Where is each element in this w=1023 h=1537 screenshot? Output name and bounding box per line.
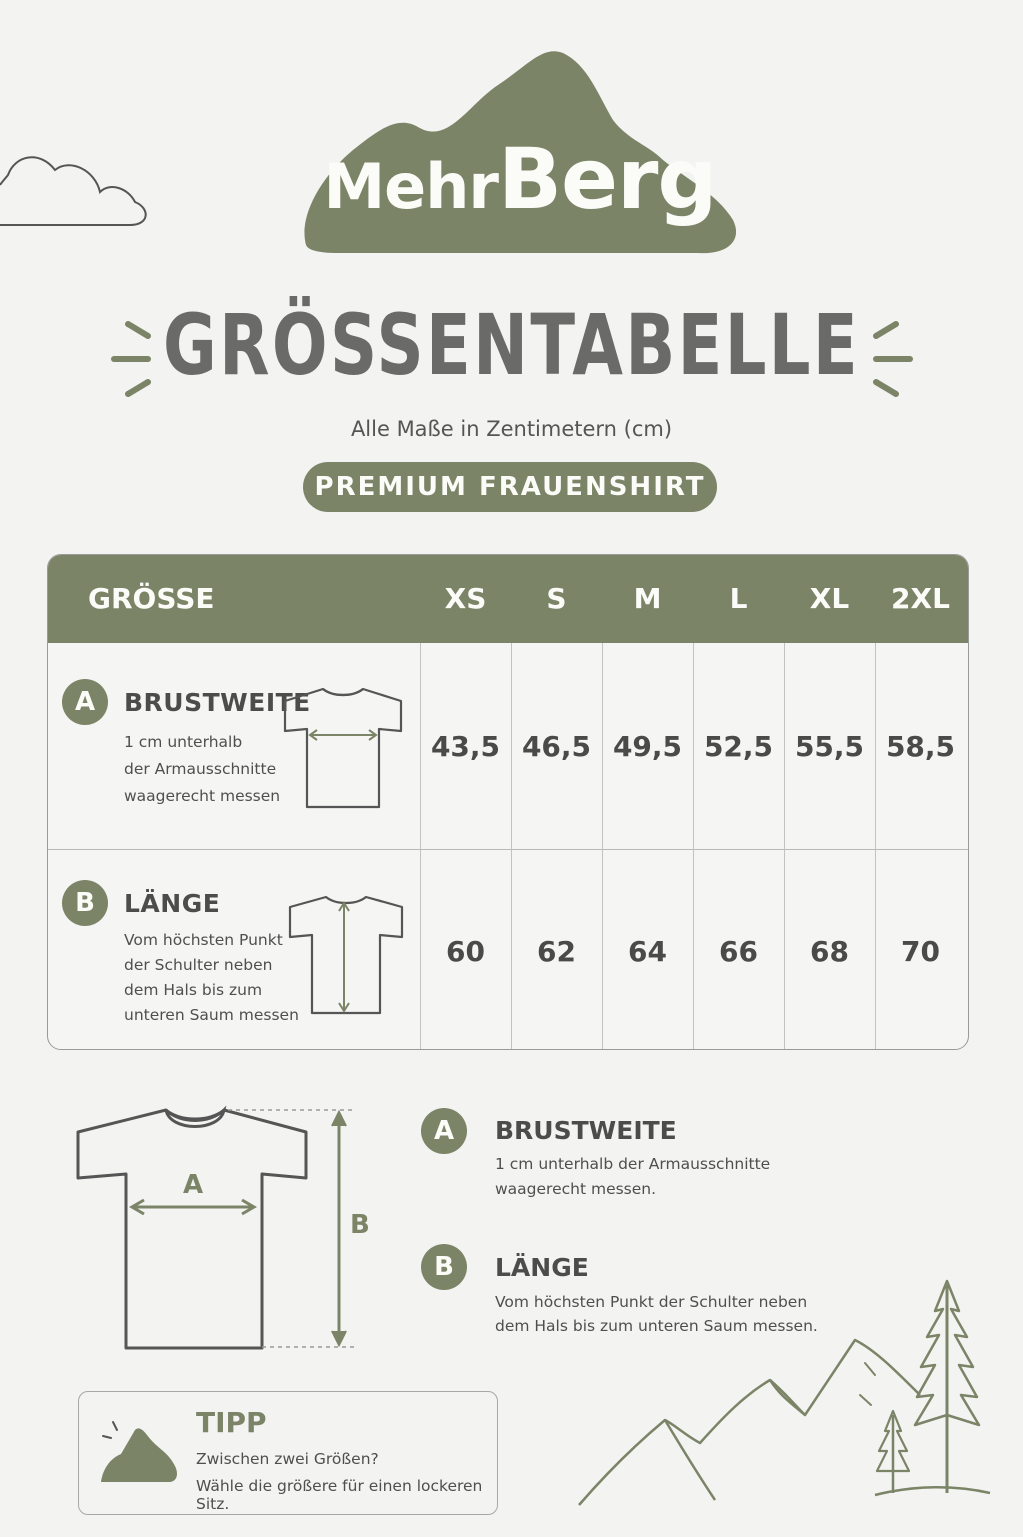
cell-value: 62 (537, 935, 576, 968)
row-desc-line: dem Hals bis zum (124, 981, 263, 999)
tip-text-line: Wähle die größere für einen lockeren Sitz. (196, 1477, 483, 1513)
cloud-icon (0, 130, 160, 240)
cell-value: 49,5 (612, 730, 683, 763)
tip-box (78, 1391, 498, 1515)
cell-value: 60 (446, 935, 485, 968)
row-title-chest: BRUSTWEITE (124, 688, 311, 717)
tip-title: TIPP (196, 1406, 267, 1439)
cell-value: 55,5 (794, 730, 865, 763)
header-size-m: M (633, 582, 662, 615)
cell-value: 64 (628, 935, 667, 968)
size-table (47, 554, 969, 1050)
header-size-s: S (546, 582, 567, 615)
cell-value: 52,5 (703, 730, 774, 763)
row-badge-a: A (62, 679, 108, 725)
legend-desc-line: waagerecht messen. (495, 1180, 657, 1198)
header-label: GRÖSSE (88, 582, 215, 615)
shirt-length-icon (286, 893, 406, 1017)
row-divider (48, 849, 969, 850)
column-divider (602, 643, 603, 1050)
cell-value: 66 (719, 935, 758, 968)
header-size-xl: XL (809, 582, 850, 615)
page-subtitle: Alle Maße in Zentimetern (cm) (350, 417, 673, 441)
header-size-xs: XS (444, 582, 487, 615)
shirt-diagram (70, 1100, 380, 1360)
cell-value: 68 (810, 935, 849, 968)
tip-text-line: Zwischen zwei Größen? (196, 1450, 379, 1468)
cell-value: 46,5 (521, 730, 592, 763)
legend-desc-line: dem Hals bis zum unteren Saum messen. (495, 1317, 818, 1335)
brand-name: MehrBerg (323, 130, 717, 228)
row-desc-line: unteren Saum messen (124, 1006, 299, 1024)
legend-title-length: LÄNGE (495, 1253, 589, 1282)
legend-desc-line: Vom höchsten Punkt der Schulter neben (495, 1293, 808, 1311)
row-desc-line: Vom höchsten Punkt (124, 931, 283, 949)
page-title: GRÖSSENTABELLE (162, 296, 860, 394)
table-header (48, 555, 969, 643)
legend-badge-a: A (421, 1108, 467, 1154)
column-divider (511, 643, 512, 1050)
shirt-chest-icon (281, 685, 405, 811)
header-size-2xl: 2XL (891, 582, 950, 615)
row-desc-line: der Schulter neben (124, 956, 273, 974)
column-divider (875, 643, 876, 1050)
mountain-icon (97, 1418, 181, 1486)
row-title-length: LÄNGE (124, 889, 221, 918)
diagram-label-a: A (183, 1170, 204, 1200)
header-size-l: L (729, 582, 748, 615)
row-desc-line: der Armausschnitte (124, 760, 277, 778)
column-divider (420, 643, 421, 1050)
cell-value: 70 (901, 935, 940, 968)
cell-value: 58,5 (885, 730, 956, 763)
column-divider (693, 643, 694, 1050)
row-badge-b: B (62, 880, 108, 926)
legend-desc-line: 1 cm unterhalb der Armausschnitte (495, 1155, 771, 1173)
column-divider (784, 643, 785, 1050)
cell-value: 43,5 (430, 730, 501, 763)
diagram-label-b: B (350, 1210, 370, 1240)
legend-title-chest: BRUSTWEITE (495, 1116, 677, 1145)
row-desc-line: waagerecht messen (124, 787, 281, 805)
product-badge: PREMIUM FRAUENSHIRT (303, 462, 717, 512)
mountain-landscape-illustration (575, 1275, 1015, 1510)
legend-badge-b: B (421, 1244, 467, 1290)
row-desc-line: 1 cm unterhalb (124, 733, 243, 751)
